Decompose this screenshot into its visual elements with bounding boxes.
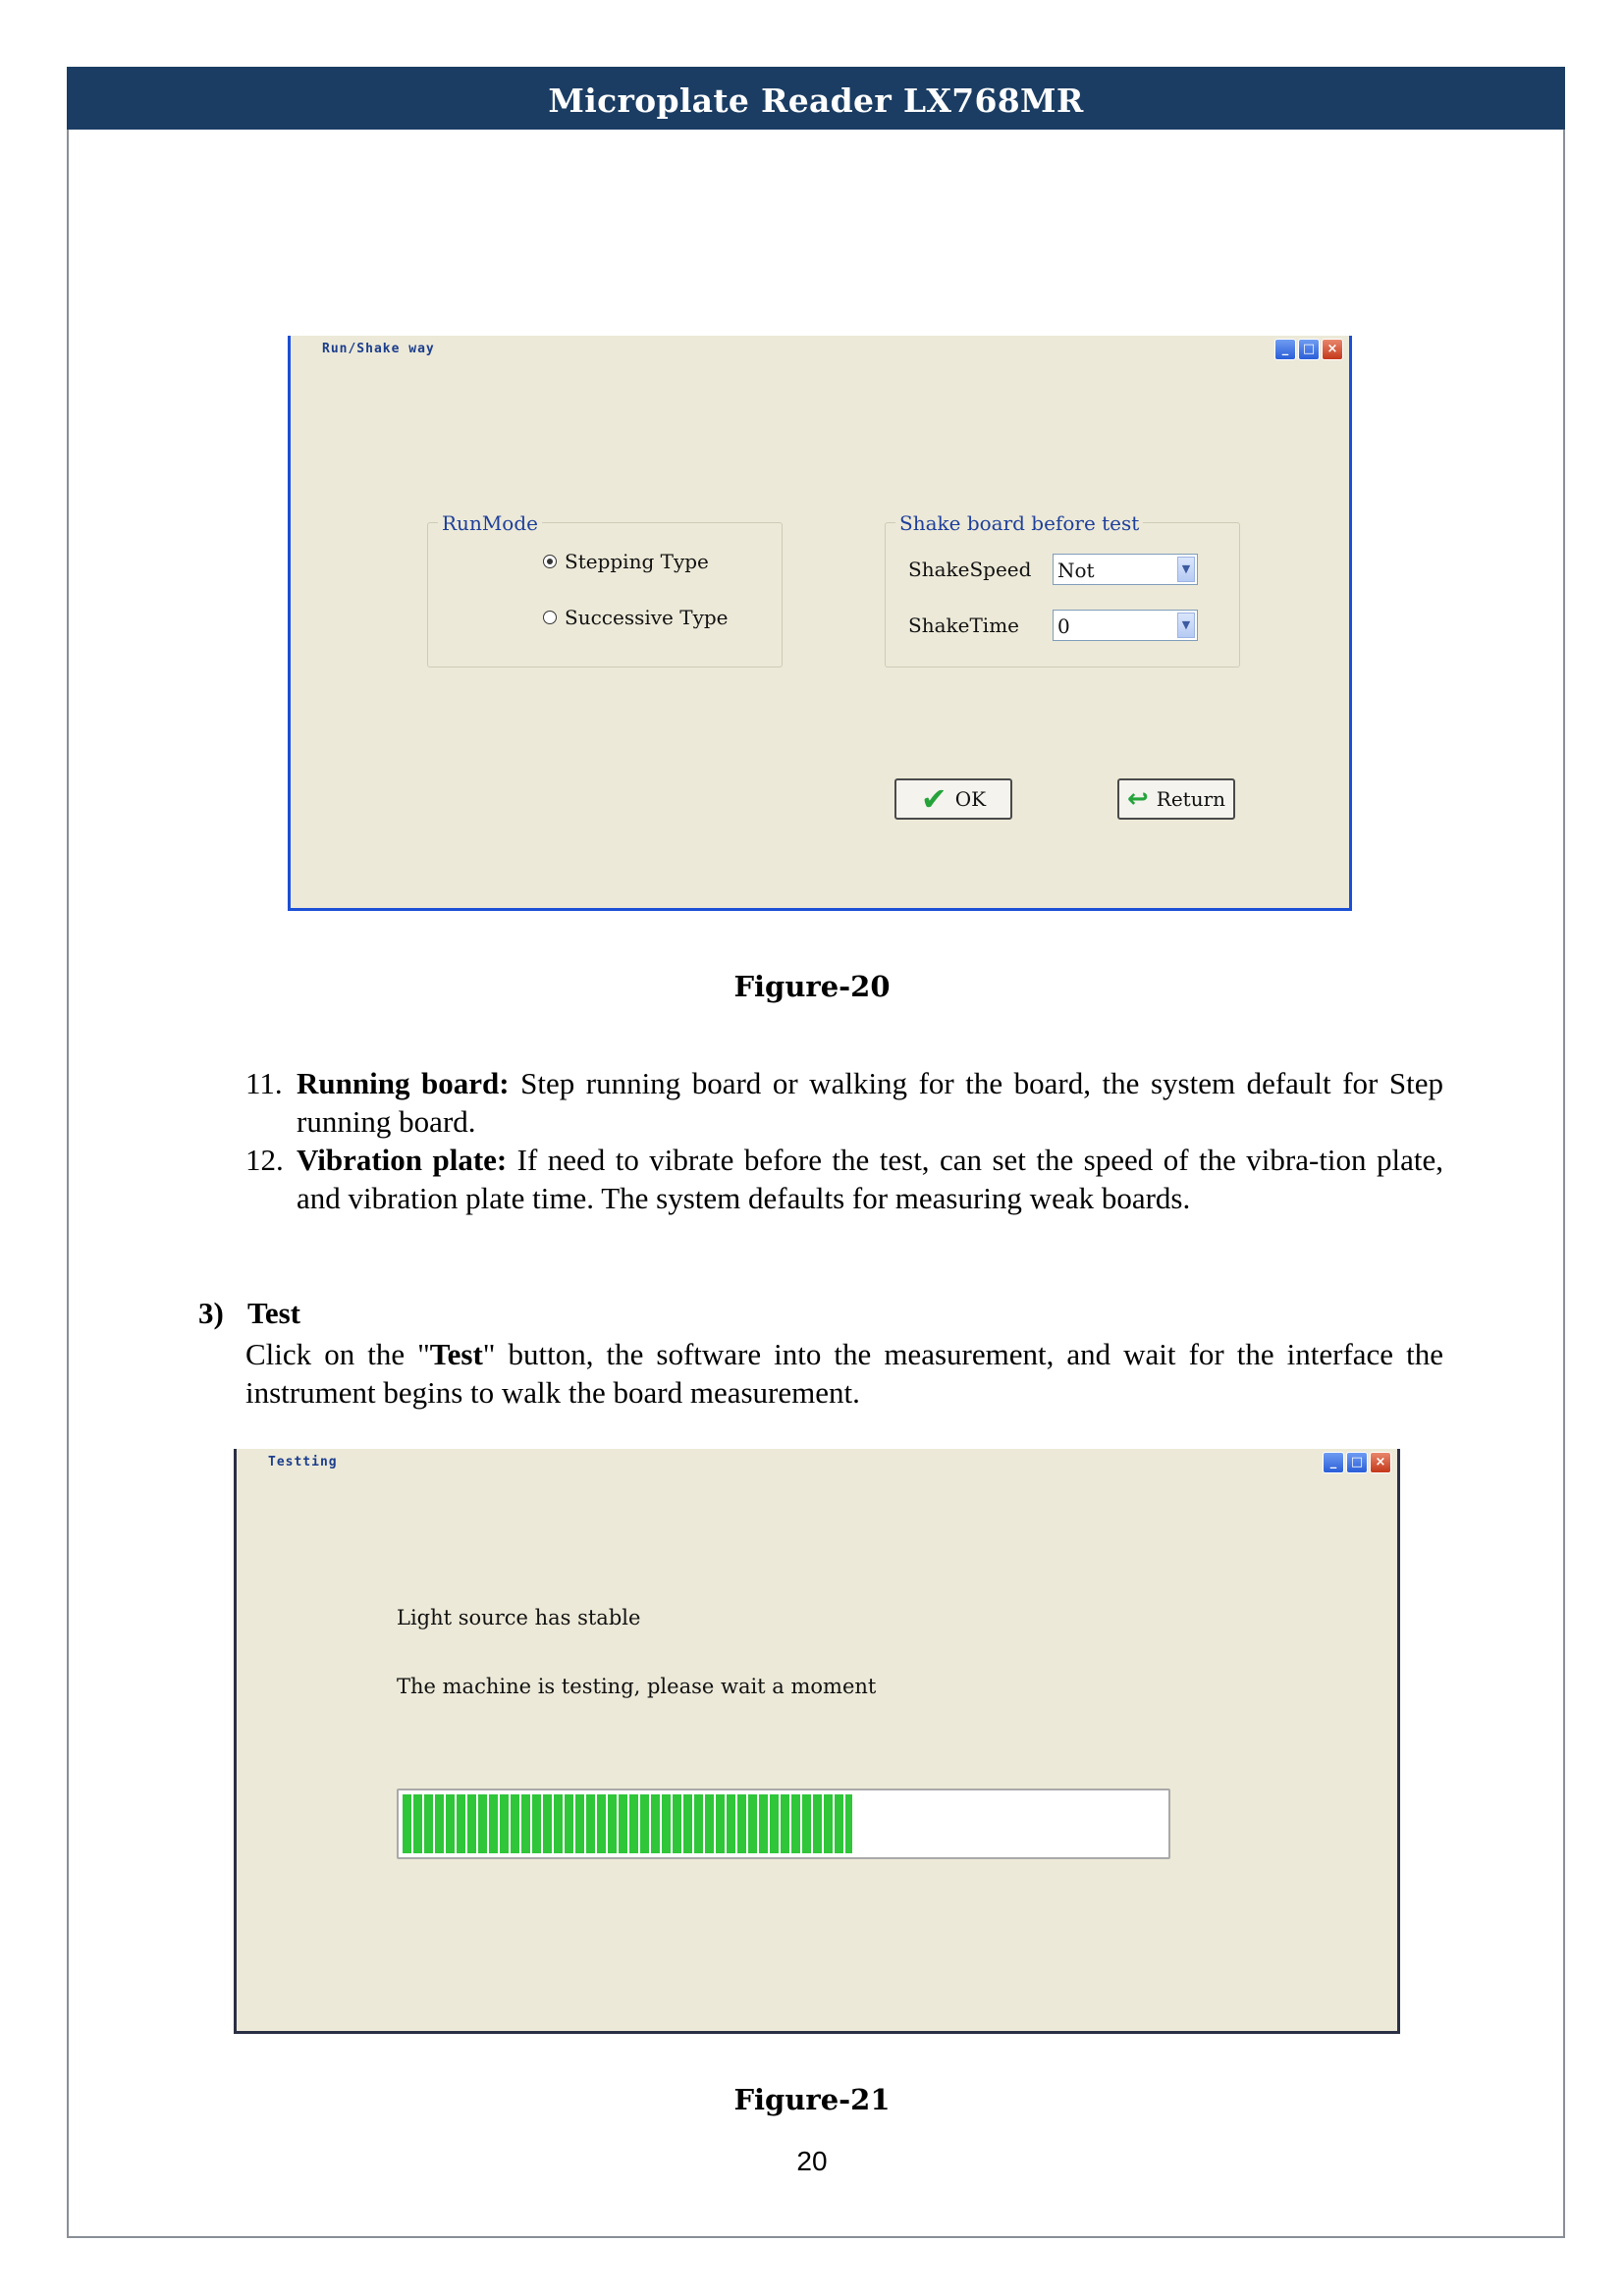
item-11-body: Step running board or walking for the board, the system default for Step running board.: [297, 1066, 1443, 1139]
return-label: Return: [1156, 787, 1226, 811]
return-arrow-icon: ↩: [1126, 784, 1149, 814]
successive-type-label: Successive Type: [565, 606, 729, 629]
item-11-text: [297, 1064, 1443, 1141]
header-title: Microplate Reader LX768MR: [548, 81, 1084, 120]
dialog-title: Testting: [268, 1455, 338, 1469]
dialog-titlebar: [237, 1449, 1397, 1478]
return-button[interactable]: [1117, 778, 1235, 820]
progress-fill: [403, 1794, 852, 1853]
ok-label: OK: [954, 787, 987, 811]
shake-legend: Shake board before test: [895, 511, 1143, 535]
minimize-icon[interactable]: _: [1274, 339, 1296, 360]
shake-time-value: 0: [1057, 614, 1070, 638]
item-11-number: 11.: [245, 1066, 283, 1100]
maximize-icon[interactable]: □: [1346, 1452, 1368, 1473]
close-icon[interactable]: ×: [1322, 339, 1343, 360]
page-header: [67, 67, 1565, 130]
section-3-text-after: " button, the software into the measurement, and wait for the interface the instrument begins to walk the board measurement.: [245, 1337, 1443, 1410]
progress-bar: [397, 1789, 1170, 1859]
runmode-group: [427, 511, 783, 667]
minimize-icon[interactable]: _: [1323, 1452, 1344, 1473]
section-3-text: [245, 1335, 1443, 1412]
successive-type-radio[interactable]: [543, 606, 729, 629]
shake-speed-value: Not: [1057, 559, 1095, 582]
run-shake-dialog: [288, 336, 1352, 911]
dialog-titlebar: [291, 336, 1349, 365]
item-12-body: If need to vibrate before the test, can set the speed of the vibra-tion plate, and vibration plate time. The system defaults for measuring weak boards.: [297, 1143, 1443, 1215]
dialog-title: Run/Shake way: [322, 342, 435, 356]
testing-dialog: [234, 1449, 1400, 2034]
figure-21-caption: Figure-21: [733, 2083, 891, 2116]
radio-unchecked-icon[interactable]: [543, 611, 557, 624]
stepping-type-label: Stepping Type: [565, 550, 709, 573]
item-12-text: [297, 1141, 1443, 1217]
item-12-number: 12.: [245, 1143, 284, 1177]
section-3-title: Test: [247, 1296, 300, 1330]
runmode-legend: RunMode: [438, 511, 542, 535]
stepping-type-radio[interactable]: [543, 550, 709, 573]
shake-speed-select[interactable]: [1053, 554, 1198, 585]
checkmark-icon: ✔: [920, 780, 947, 818]
maximize-icon[interactable]: □: [1298, 339, 1320, 360]
status-line-1: Light source has stable: [397, 1606, 641, 1629]
radio-checked-icon[interactable]: [543, 555, 557, 568]
section-3-text-before: Click on the ": [245, 1337, 430, 1371]
figure-20-caption: Figure-20: [733, 970, 891, 1003]
item-11-term: Running board:: [297, 1066, 510, 1100]
ok-button[interactable]: [894, 778, 1012, 820]
close-icon[interactable]: ×: [1370, 1452, 1391, 1473]
chevron-down-icon[interactable]: ▼: [1177, 613, 1195, 638]
shake-group: [885, 511, 1240, 667]
shake-speed-label: ShakeSpeed: [908, 558, 1032, 581]
shake-time-select[interactable]: [1053, 610, 1198, 641]
shake-time-label: ShakeTime: [908, 614, 1019, 637]
chevron-down-icon[interactable]: ▼: [1177, 557, 1195, 582]
section-3-bold-word: Test: [429, 1337, 483, 1371]
page-number: 20: [796, 2146, 828, 2176]
section-3-number: 3): [198, 1296, 224, 1330]
item-12-term: Vibration plate:: [297, 1143, 508, 1177]
status-line-2: The machine is testing, please wait a moment: [397, 1675, 877, 1698]
